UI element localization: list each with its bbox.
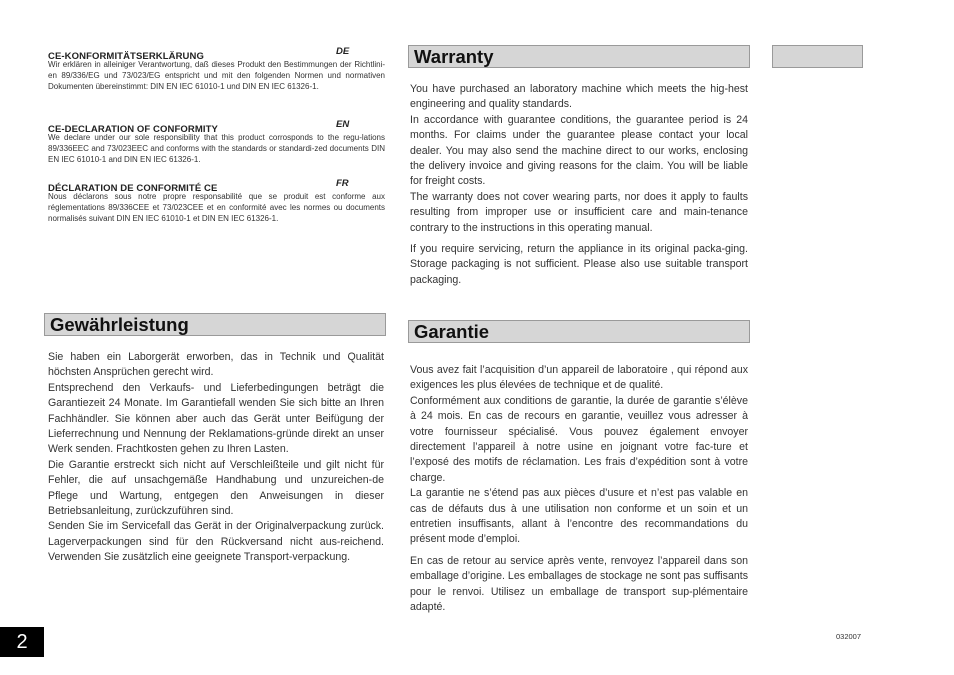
paragraph: You have purchased an laboratory machine which meets the hig-hest engineering and quality standards. [410,83,748,111]
declaration-lang: DE [336,46,350,57]
paragraph: If you require servicing, return the appliance in its original packa-ging. Storage packaging is not sufficient. Please also use suitable transport packaging. [410,243,748,286]
section-title-garantie: Garantie [414,321,490,342]
declaration-lang: EN [336,119,350,130]
declaration-de [48,46,385,92]
declaration-text: We declare under our sole responsibility that this product corrosponds to the regu-lations 89/336EEC and 73/023EEC and conforms with the standards or standardi-zed documents DIN EN IEC 61010-1 and DIN EN IEC 61326-1. [48,133,385,164]
paragraph: Vous avez fait l’acquisition d’un appareil de laboratoire , qui répond aux exigences les plus élevées de technique et de qualité. [410,364,748,392]
document-code: 032007 [836,632,862,641]
gewaehrleistung-heading-bar [44,313,386,336]
paragraph: Entsprechend den Verkaufs- und Lieferbedingungen beträgt die Garantiezeit 24 Monate. Im Garantiefall wenden Sie sich bitte an Ihren Fachhändler. Sie können aber auch das Gerät unter Beifügung der Lieferrechnung und Nennung der Reklamations-gründe direkt an unser Werk senden. Frachtkosten gehen zu Ihren Lasten. [48,381,384,456]
declaration-fr [48,178,385,224]
garantie-text [410,363,748,616]
declaration-heading: CE-DECLARATION OF CONFORMITY [48,124,218,135]
empty-heading-bar [772,45,863,68]
declaration-en [48,119,385,165]
section-title-warranty: Warranty [414,46,494,67]
declaration-lang: FR [336,178,349,189]
paragraph: The warranty does not cover wearing parts, nor does it apply to faults resulting from improper use or insufficient care and main-tenance contrary to the instructions in this operating manual. [410,190,748,234]
section-title-gewaehrleistung: Gewährleistung [50,314,189,335]
paragraph: Sie haben ein Laborgerät erworben, das in Technik und Qualität höchsten Ansprüchen gerecht wird. [48,351,384,379]
gewaehrleistung-text [48,350,384,566]
paragraph: La garantie ne s’étend pas aux pièces d’usure et n’est pas valable en cas de défauts dus à une utilisation non conforme et un soin et un entretien insuffisants, allant à l’encontre des recommandations du présent mode d’emploi. [410,487,748,546]
paragraph: In accordance with guarantee conditions, the guarantee period is 24 months. For claims under the guarantee please contact your local dealer. You may also send the machine direct to our works, enclosing the delivery invoice and giving reasons for the claim. You will be liable for freight costs. [410,113,748,188]
declaration-heading: CE-KONFORMITÄTSERKLÄRUNG [48,51,204,62]
garantie-heading-bar [408,320,750,343]
paragraph: Conformément aux conditions de garantie, la durée de garantie s’élève à 24 mois. En cas de recours en garantie, veuillez vous adresser à votre fournisseur spécialisé. Vous pouvez également envoyer directement l’appareil à notre usine en joignant votre fac-ture et l’exposé des motifs de réclamation. Les frais d’expédition sont à votre charge. [410,394,748,484]
page-number: 2 [0,627,44,657]
declaration-heading: DÉCLARATION DE CONFORMITÉ CE [48,183,218,194]
paragraph: Senden Sie im Servicefall das Gerät in der Originalverpackung zurück. Lagerverpackungen sind für den Rückversand nicht aus-reichend. Verwenden Sie zusätzlich eine geeignete Transport-verpackung. [48,520,384,564]
declaration-text: Nous déclarons sous notre propre responsabilité que se produit est conforme aux réglementations 89/336CEE et 73/023CEE et en conformité avec les normes ou documents normalisés suivant DIN EN IEC 61010-1 et DIN EN IEC 61326-1. [48,192,385,223]
paragraph: Die Garantie erstreckt sich nicht auf Verschleißteile und gilt nicht für Fehler, die auf unsachgemäße Handhabung und unzureichen-de Pflege und Wartung, entgegen den Anweisungen in dieser Betriebsanleitung, zurückzuführen sind. [48,458,384,518]
declaration-text: Wir erklären in alleiniger Verantwortung, daß dieses Produkt den Bestimmungen der Richtlini-en 89/336/EG und 73/023/EG entspricht und mit den folgenden Normen und normativen Dokumenten übereinstimmt: DIN EN IEC 61010-1 und DIN EN IEC 61326-1. [48,60,385,91]
warranty-heading-bar [408,45,750,68]
paragraph: En cas de retour au service après vente, renvoyez l’appareil dans son emballage d’origine. Les emballages de stockage ne sont pas suffisants pour le renvoi. Utilisez un emballage de transport sup-plémentaire adapté. [410,554,748,614]
warranty-text [410,82,748,288]
